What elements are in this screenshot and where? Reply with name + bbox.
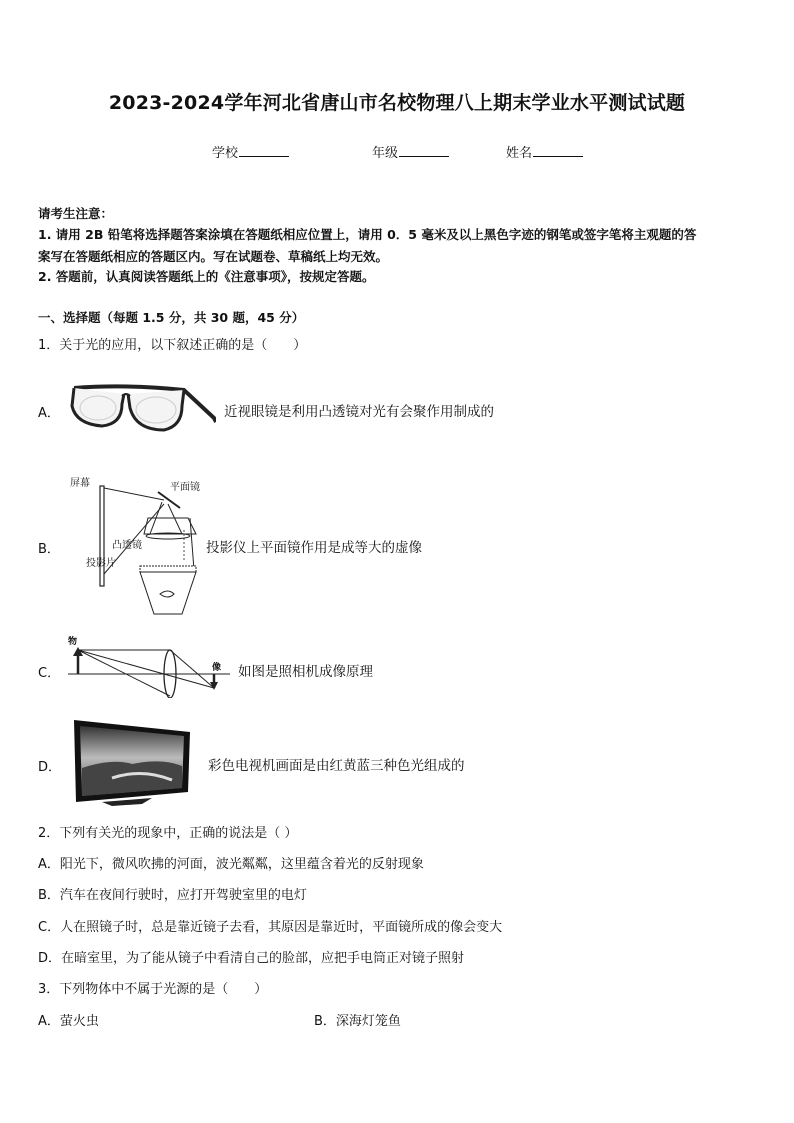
grade-label: 年级 (372, 146, 399, 161)
grade-blank (399, 144, 449, 157)
section-heading: 一、选择题（每题 1.5 分，共 30 题，45 分） (38, 310, 305, 325)
projector-diagram (64, 474, 210, 620)
q1-option-b-text: 投影仪上平面镜作用是成等大的虚像 (206, 540, 422, 556)
fig-b-slide-label: 投影片 (86, 558, 116, 569)
fig-b-screen-label: 屏幕 (70, 478, 90, 489)
camera-lens-diagram (64, 634, 234, 698)
q1-option-b-letter: B． (38, 542, 60, 557)
notice-item1-line2: 案写在答题纸相应的答题区内。写在试题卷、草稿纸上均无效。 (38, 249, 389, 264)
fig-c-image-label: 像 (212, 663, 222, 673)
glasses-image (66, 380, 216, 440)
q3-option-a: A．萤火虫 (38, 1014, 99, 1029)
school-blank (239, 144, 289, 157)
fig-c-object-label: 物 (68, 637, 78, 647)
q2-option-a: A．阳光下，微风吹拂的河面，波光粼粼，这里蕴含着光的反射现象 (38, 857, 424, 872)
notice-heading: 请考生注意： (38, 206, 114, 221)
q1-option-d-text: 彩色电视机画面是由红黄蓝三种色光组成的 (208, 758, 465, 774)
notice-item1-line1: 1. 请用 2B 铅笔将选择题答案涂填在答题纸相应位置上，请用 0．5 毫米及以上黑色字迹的钢笔或签字笔将主观题的答 (38, 227, 697, 242)
q1-option-a-text: 近视眼镜是利用凸透镜对光有会聚作用制成的 (224, 404, 494, 420)
q2-stem: 2．下列有关光的现象中，正确的说法是（ ） (38, 826, 298, 841)
grade-field (372, 142, 449, 161)
name-label: 姓名 (506, 146, 533, 161)
notice-item2: 2. 答题前，认真阅读答题纸上的《注意事项》，按规定答题。 (38, 269, 375, 284)
q1-option-c-letter: C． (38, 666, 61, 681)
school-field (212, 142, 289, 161)
q2-option-d: D．在暗室里，为了能从镜子中看清自己的脸部，应把手电筒正对镜子照射 (38, 951, 465, 966)
fig-b-lens-label: 凸透镜 (112, 540, 142, 551)
school-label: 学校 (212, 146, 239, 161)
q3-option-b: B．深海灯笼鱼 (314, 1014, 401, 1029)
q2-option-c: C．人在照镜子时，总是靠近镜子去看，其原因是靠近时，平面镜所成的像会变大 (38, 920, 503, 935)
q1-option-d-letter: D． (38, 760, 62, 775)
q2-option-b: B．汽车在夜间行驶时，应打开驾驶室里的电灯 (38, 888, 307, 903)
fig-b-mirror-label: 平面镜 (170, 482, 200, 493)
tv-image (72, 718, 192, 806)
q1-option-a-letter: A． (38, 406, 60, 421)
page-title: 2023-2024学年河北省唐山市名校物理八上期末学业水平测试试题 (108, 92, 686, 114)
name-field (506, 142, 583, 161)
q1-stem: 1．关于光的应用，以下叙述正确的是（ ） (38, 338, 307, 353)
q3-stem: 3．下列物体中不属于光源的是（ ） (38, 982, 268, 997)
q1-option-c-text: 如图是照相机成像原理 (238, 664, 373, 680)
name-blank (533, 144, 583, 157)
